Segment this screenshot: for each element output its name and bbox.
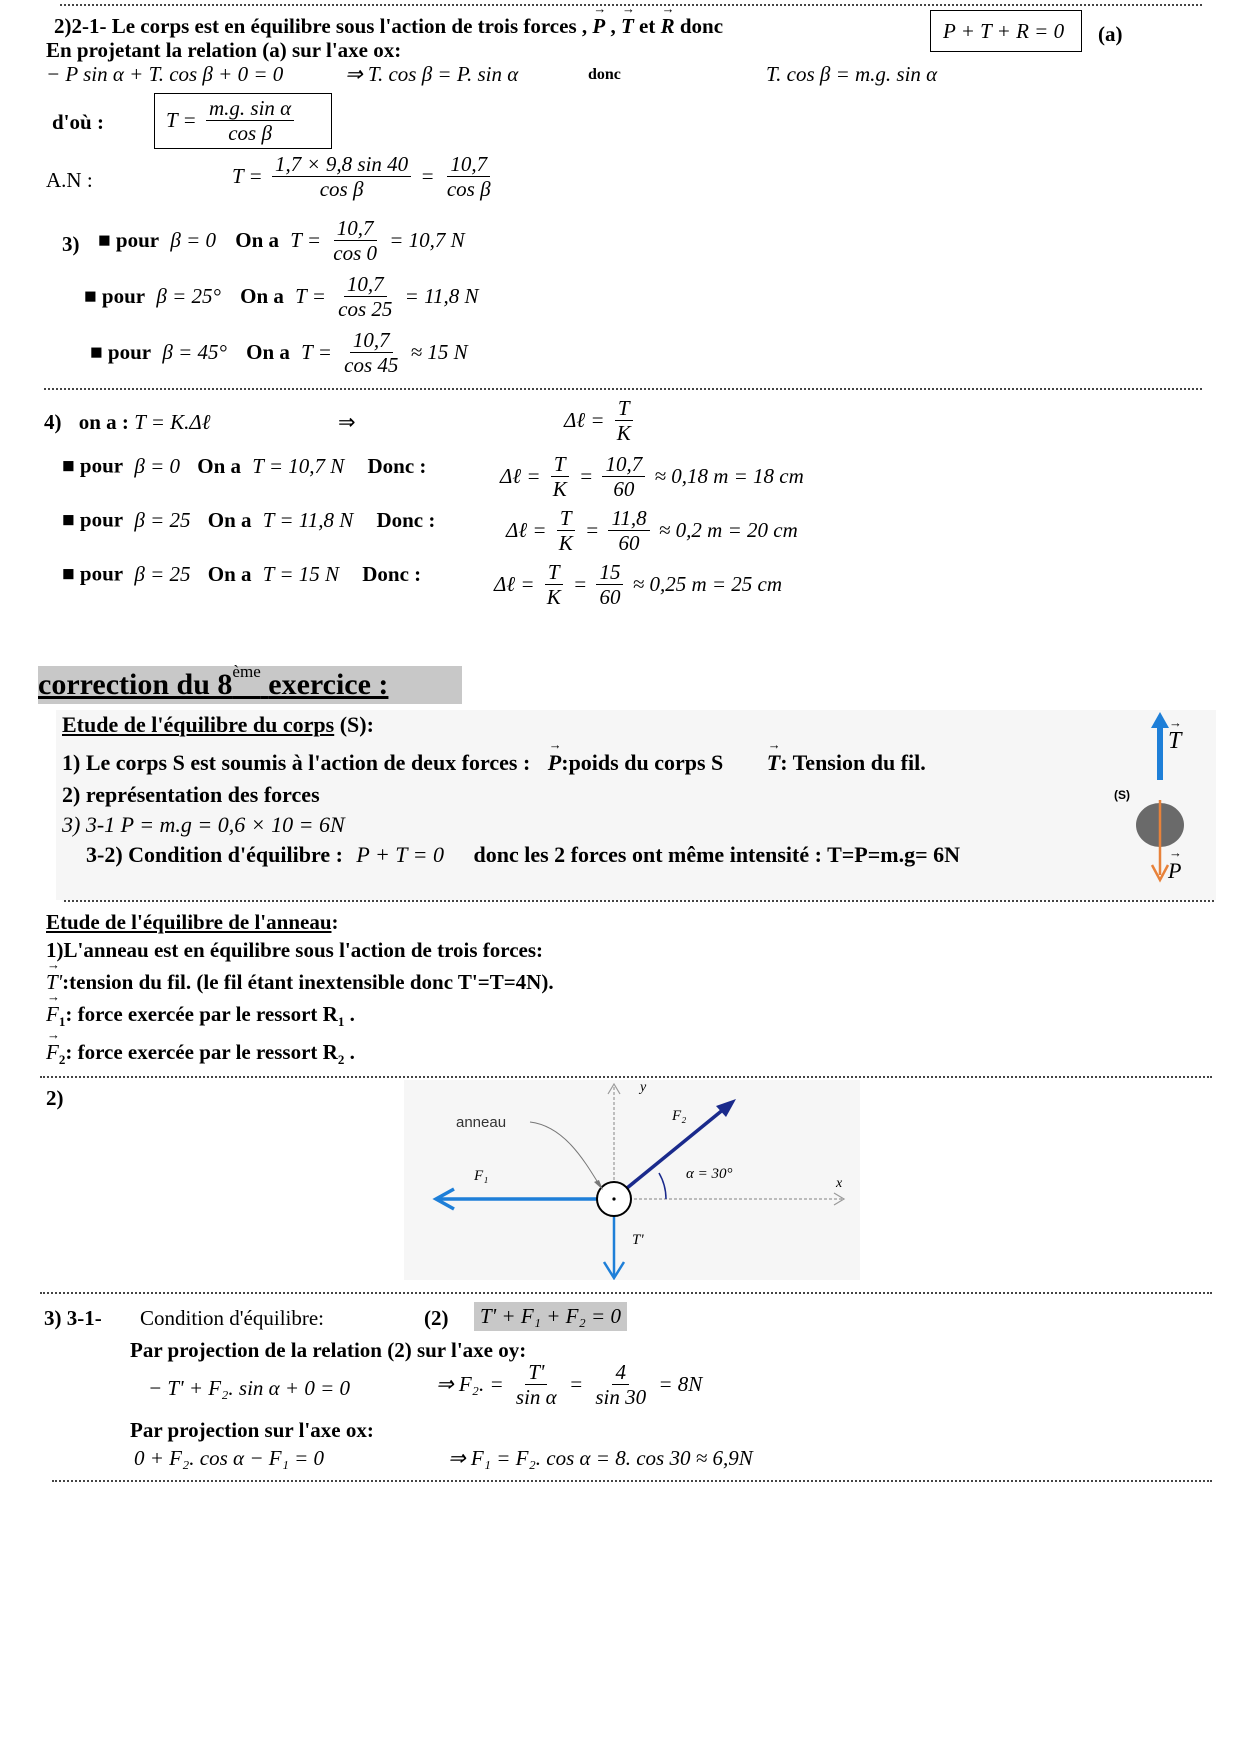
- s3-proj-ox: Par projection sur l'axe ox:: [130, 1418, 374, 1442]
- s3-eq-number: (2): [424, 1306, 449, 1330]
- divider: [64, 900, 1214, 902]
- corps-line4: 3-2) Condition d'équilibre : P + T = 0 donc les 2 forces ont même intensité : T=P=m.g= 6N: [86, 842, 961, 867]
- F1-label: F₁: [474, 1168, 489, 1184]
- part4-calc: Δℓ = $\frac{T}{K}$ = $\frac{10,7}{60}$ ≈ 0,18 m = 18 cm: [500, 452, 804, 502]
- alpha-label: α = 30°: [686, 1166, 733, 1182]
- part4-line: 4) on a : T = K.Δℓ: [44, 410, 211, 434]
- s3-label: 3) 3-1-: [44, 1306, 102, 1330]
- T-formula: T = $\frac{\text{m.g. sin α}}{\text{cos β}}$: [166, 96, 298, 145]
- divider: [44, 388, 1202, 390]
- boxed-equation-text: P + T + R = 0: [943, 19, 1065, 43]
- ring-center: [612, 1197, 615, 1200]
- divider: [40, 1292, 1212, 1294]
- section-heading: Etude de l'équilibre de l'anneau:: [46, 910, 339, 934]
- s3-ox-result: ⇒ F₁ = F₂. cos α = 8. cos 30 ≈ 6,9N: [448, 1446, 753, 1470]
- s3-proj-oy: Par projection de la relation (2) sur l'axe oy:: [130, 1338, 527, 1362]
- part4-row: ■ pour β = 25 On a T = 11,8 N Donc :: [62, 507, 436, 532]
- delta-l-formula: Δℓ = $\frac{T}{K}$: [564, 396, 631, 446]
- y-axis-label: y: [640, 1080, 647, 1095]
- T-arrowhead: [1151, 712, 1169, 728]
- page-title: correction du 8ème exercice :: [38, 662, 389, 701]
- T-prime-label: T': [632, 1232, 644, 1248]
- part2-eq3: T. cos β = m.g. sin α: [766, 62, 938, 86]
- s3-condition: Condition d'équilibre:: [140, 1306, 325, 1330]
- section-heading: Etude de l'équilibre du corps (S):: [62, 712, 374, 737]
- part4-calc: Δℓ = $\frac{T}{K}$ = $\frac{15}{60}$ ≈ 0,25 m = 25 cm: [494, 560, 783, 610]
- part2-eq1: − P sin α + T. cos β + 0 = 0: [46, 62, 284, 86]
- s3-ox-eq: 0 + F₂. cos α − F₁ = 0: [134, 1446, 325, 1470]
- dou-label: d'où :: [52, 110, 104, 134]
- part3-label: 3): [62, 232, 80, 256]
- part4-row: ■ pour β = 25 On a T = 15 N Donc :: [62, 561, 422, 586]
- anneau-label: anneau: [456, 1114, 507, 1131]
- anneau-diagram: [404, 1080, 864, 1280]
- anneau-line1: 1)L'anneau est en équilibre sous l'action de trois forces:: [46, 938, 544, 962]
- anneau-pointer: [530, 1122, 600, 1186]
- part2-line1: 2)2-1- Le corps est en équilibre sous l'action de trois forces , → P , → T et → R donc: [54, 14, 723, 39]
- anneau-line4: → $F_2$: force exercée par le ressort $R_2$ .: [46, 1040, 355, 1068]
- diagram-label: 2): [46, 1086, 64, 1110]
- fig-T-label: → T: [1168, 728, 1181, 755]
- part3-row: ■ pour β = 25° On a T = $\frac{10,7}{\cos 25}$ = 11,8 N: [84, 272, 479, 322]
- F2-label: F₂: [672, 1108, 687, 1124]
- corps-line1: 1) Le corps S est soumis à l'action de deux forces : → P:poids du corps S → T: Tension du fil.: [62, 750, 926, 776]
- corps-line3: 3) 3-1 P = m.g = 0,6 × 10 = 6N: [62, 812, 345, 837]
- an-label: A.N :: [46, 168, 93, 192]
- s3-oy-result: ⇒ F₂. = $\frac{T'}{\text{sin α}}$ = $\frac{4}{\sin 30}$ = 8N: [436, 1360, 703, 1410]
- equation-label: (a): [1098, 22, 1123, 46]
- donc-label: donc: [588, 66, 621, 83]
- anneau-line2: → T':tension du fil. (le fil étant inextensible donc T'=T=4N).: [46, 970, 554, 995]
- part2-line2: En projetant la relation (a) sur l'axe ox:: [46, 38, 402, 62]
- part2-eq2: ⇒ T. cos β = P. sin α: [345, 62, 519, 86]
- fig-S-label: (S): [1114, 788, 1130, 802]
- part3-row: ■ pour β = 45° On a T = $\frac{10,7}{\cos 45}$ ≈ 15 N: [90, 328, 468, 378]
- s3-oy-eq: − T' + F₂. sin α + 0 = 0: [148, 1376, 351, 1400]
- divider: [40, 1076, 1212, 1078]
- an-formula: T = $\frac{1,7 \times 9,8 \sin 40}{\text{cos β}}$ = $\frac{10,7}{\text{cos β}}$: [232, 152, 491, 202]
- s3-equation: T' + F₁ + F₂ = 0: [474, 1302, 627, 1331]
- anneau-line3: → $F_1$: force exercée par le ressort $R_1$ .: [46, 1002, 355, 1030]
- divider: [52, 1480, 1212, 1482]
- anneau-pointer-head: [594, 1180, 603, 1190]
- x-axis-label: x: [836, 1176, 843, 1191]
- part3-row: ■ pour β = 0 On a T = $\frac{10,7}{\cos 0}$ = 10,7 N: [98, 216, 465, 266]
- part4-calc: Δℓ = $\frac{T}{K}$ = $\frac{11,8}{60}$ ≈ 0,2 m = 20 cm: [506, 506, 798, 556]
- alpha-arc: [659, 1173, 666, 1199]
- fig-P-label: → P: [1168, 858, 1181, 884]
- corps-line2: 2) représentation des forces: [62, 782, 320, 807]
- part4-row: ■ pour β = 0 On a T = 10,7 N Donc :: [62, 453, 427, 478]
- implies-symbol: ⇒: [338, 410, 356, 434]
